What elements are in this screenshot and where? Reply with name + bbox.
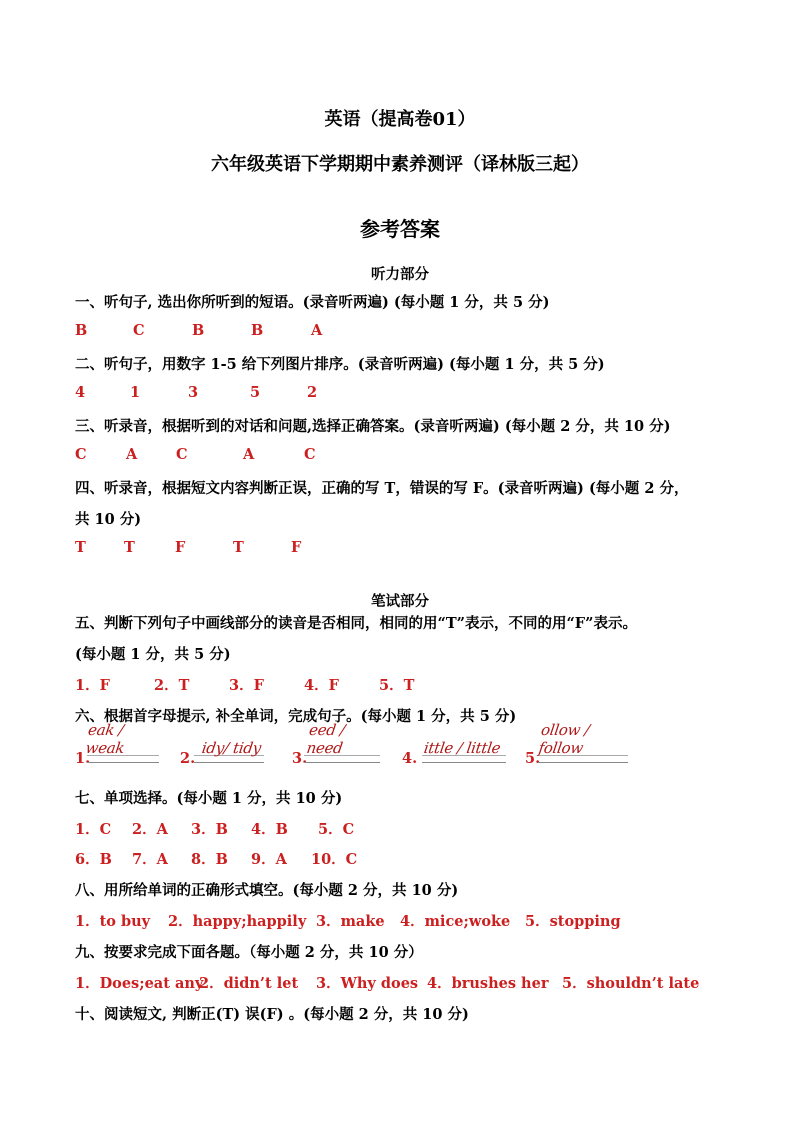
answer: 2．A <box>132 821 168 838</box>
fill-in-item-3 <box>292 721 382 769</box>
answer: 3．Why does <box>316 975 419 992</box>
answer: 2 <box>307 384 318 401</box>
answer: 2．happy;happily <box>168 913 307 930</box>
answer: B <box>75 322 88 339</box>
question-4-line1: 四、听录音，根据短文内容判断正误，正确的写 T，错误的写 F。(录音听两遍) (每小题 2 分， <box>75 480 689 497</box>
fill-in-item-2 <box>180 729 265 769</box>
item-number: 1. <box>75 750 91 767</box>
handwritten-answer: ollow / follow <box>537 721 591 757</box>
answer: 5．stopping <box>525 913 621 930</box>
answer: T <box>233 539 244 556</box>
answer: T <box>124 539 135 556</box>
item-number: 5. <box>525 750 541 767</box>
answer: 5 <box>250 384 261 401</box>
item-number: 4. <box>402 750 418 767</box>
handwritten-answer: idy/ tidy <box>200 739 263 757</box>
answer: 1．C <box>75 821 112 838</box>
answer: C <box>304 446 316 463</box>
answer: 7．A <box>132 851 168 868</box>
answer: 5．C <box>318 821 355 838</box>
question-1: 一、听句子, 选出你所听到的短语。(录音听两遍) (每小题 1 分，共 5 分) <box>75 294 550 311</box>
handwritten-answer: eed / need <box>305 721 347 757</box>
answer: 1．Does;eat any <box>75 975 204 992</box>
document-title: 英语（提高卷01） <box>324 109 476 130</box>
answer: 3．F <box>229 677 264 694</box>
answer: 5．shouldn’t late <box>562 975 700 992</box>
answer-heading: 参考答案 <box>360 217 440 241</box>
answer: 5．T <box>379 677 415 694</box>
answer: 6．B <box>75 851 112 868</box>
question-8: 八、用所给单词的正确形式填空。(每小题 2 分，共 10 分) <box>75 882 459 899</box>
answer: B <box>251 322 264 339</box>
answer: 3．B <box>191 821 228 838</box>
item-number: 3. <box>292 750 308 767</box>
question-5-line1: 五、判断下列句子中画线部分的读音是否相同，相同的用“T”表示，不同的用“F”表示。 <box>75 615 637 632</box>
answer: 1．to buy <box>75 913 151 930</box>
answer: F <box>291 539 302 556</box>
answer: A <box>243 446 255 463</box>
question-2: 二、听句子，用数字 1-5 给下列图片排序。(录音听两遍) (每小题 1 分，共 5 分) <box>75 356 605 373</box>
answer: F <box>175 539 186 556</box>
answer: 3 <box>188 384 199 401</box>
question-3: 三、听录音，根据听到的对话和问题,选择正确答案。(录音听两遍) (每小题 2 分，共 10 分) <box>75 418 671 435</box>
answer: 4．F <box>304 677 339 694</box>
answer: 9．A <box>251 851 287 868</box>
answer: 3．make <box>316 913 385 930</box>
answer: C <box>176 446 188 463</box>
question-4-line2: 共 10 分) <box>75 511 142 528</box>
handwritten-answer: ittle / little <box>422 739 502 757</box>
answer: C <box>75 446 87 463</box>
answer: C <box>133 322 145 339</box>
answer: 2．didn’t let <box>199 975 299 992</box>
answer: 4 <box>75 384 86 401</box>
answer: 1 <box>130 384 141 401</box>
answer: 1．F <box>75 677 110 694</box>
answer: B <box>192 322 205 339</box>
answer: 4．B <box>251 821 288 838</box>
answer: 10．C <box>311 851 358 868</box>
answer: 2．T <box>154 677 190 694</box>
writing-heading: 笔试部分 <box>371 593 429 610</box>
fill-in-item-1 <box>75 721 159 769</box>
question-7: 七、单项选择。(每小题 1 分，共 10 分) <box>75 790 343 807</box>
listening-heading: 听力部分 <box>371 266 429 283</box>
answer: 4．mice;woke <box>400 913 511 930</box>
item-number: 2. <box>180 750 196 767</box>
answer: T <box>75 539 86 556</box>
question-6: 六、根据首字母提示, 补全单词，完成句子。(每小题 1 分，共 5 分) <box>75 708 517 725</box>
question-9: 九、按要求完成下面各题。（每小题 2 分，共 10 分） <box>75 944 423 961</box>
fill-in-item-4 <box>402 729 506 769</box>
document-subtitle: 六年级英语下学期期中素养测评（译林版三起） <box>211 154 589 175</box>
answer: 4．brushes her <box>427 975 549 992</box>
handwritten-answer: eak / weak <box>84 721 126 757</box>
answer: A <box>311 322 323 339</box>
question-5-line2: (每小题 1 分，共 5 分) <box>75 646 231 663</box>
fill-in-item-5 <box>525 721 629 769</box>
question-10: 十、阅读短文, 判断正(T) 误(F) 。(每小题 2 分，共 10 分) <box>75 1006 469 1023</box>
answer: 8．B <box>191 851 228 868</box>
answer: A <box>126 446 138 463</box>
